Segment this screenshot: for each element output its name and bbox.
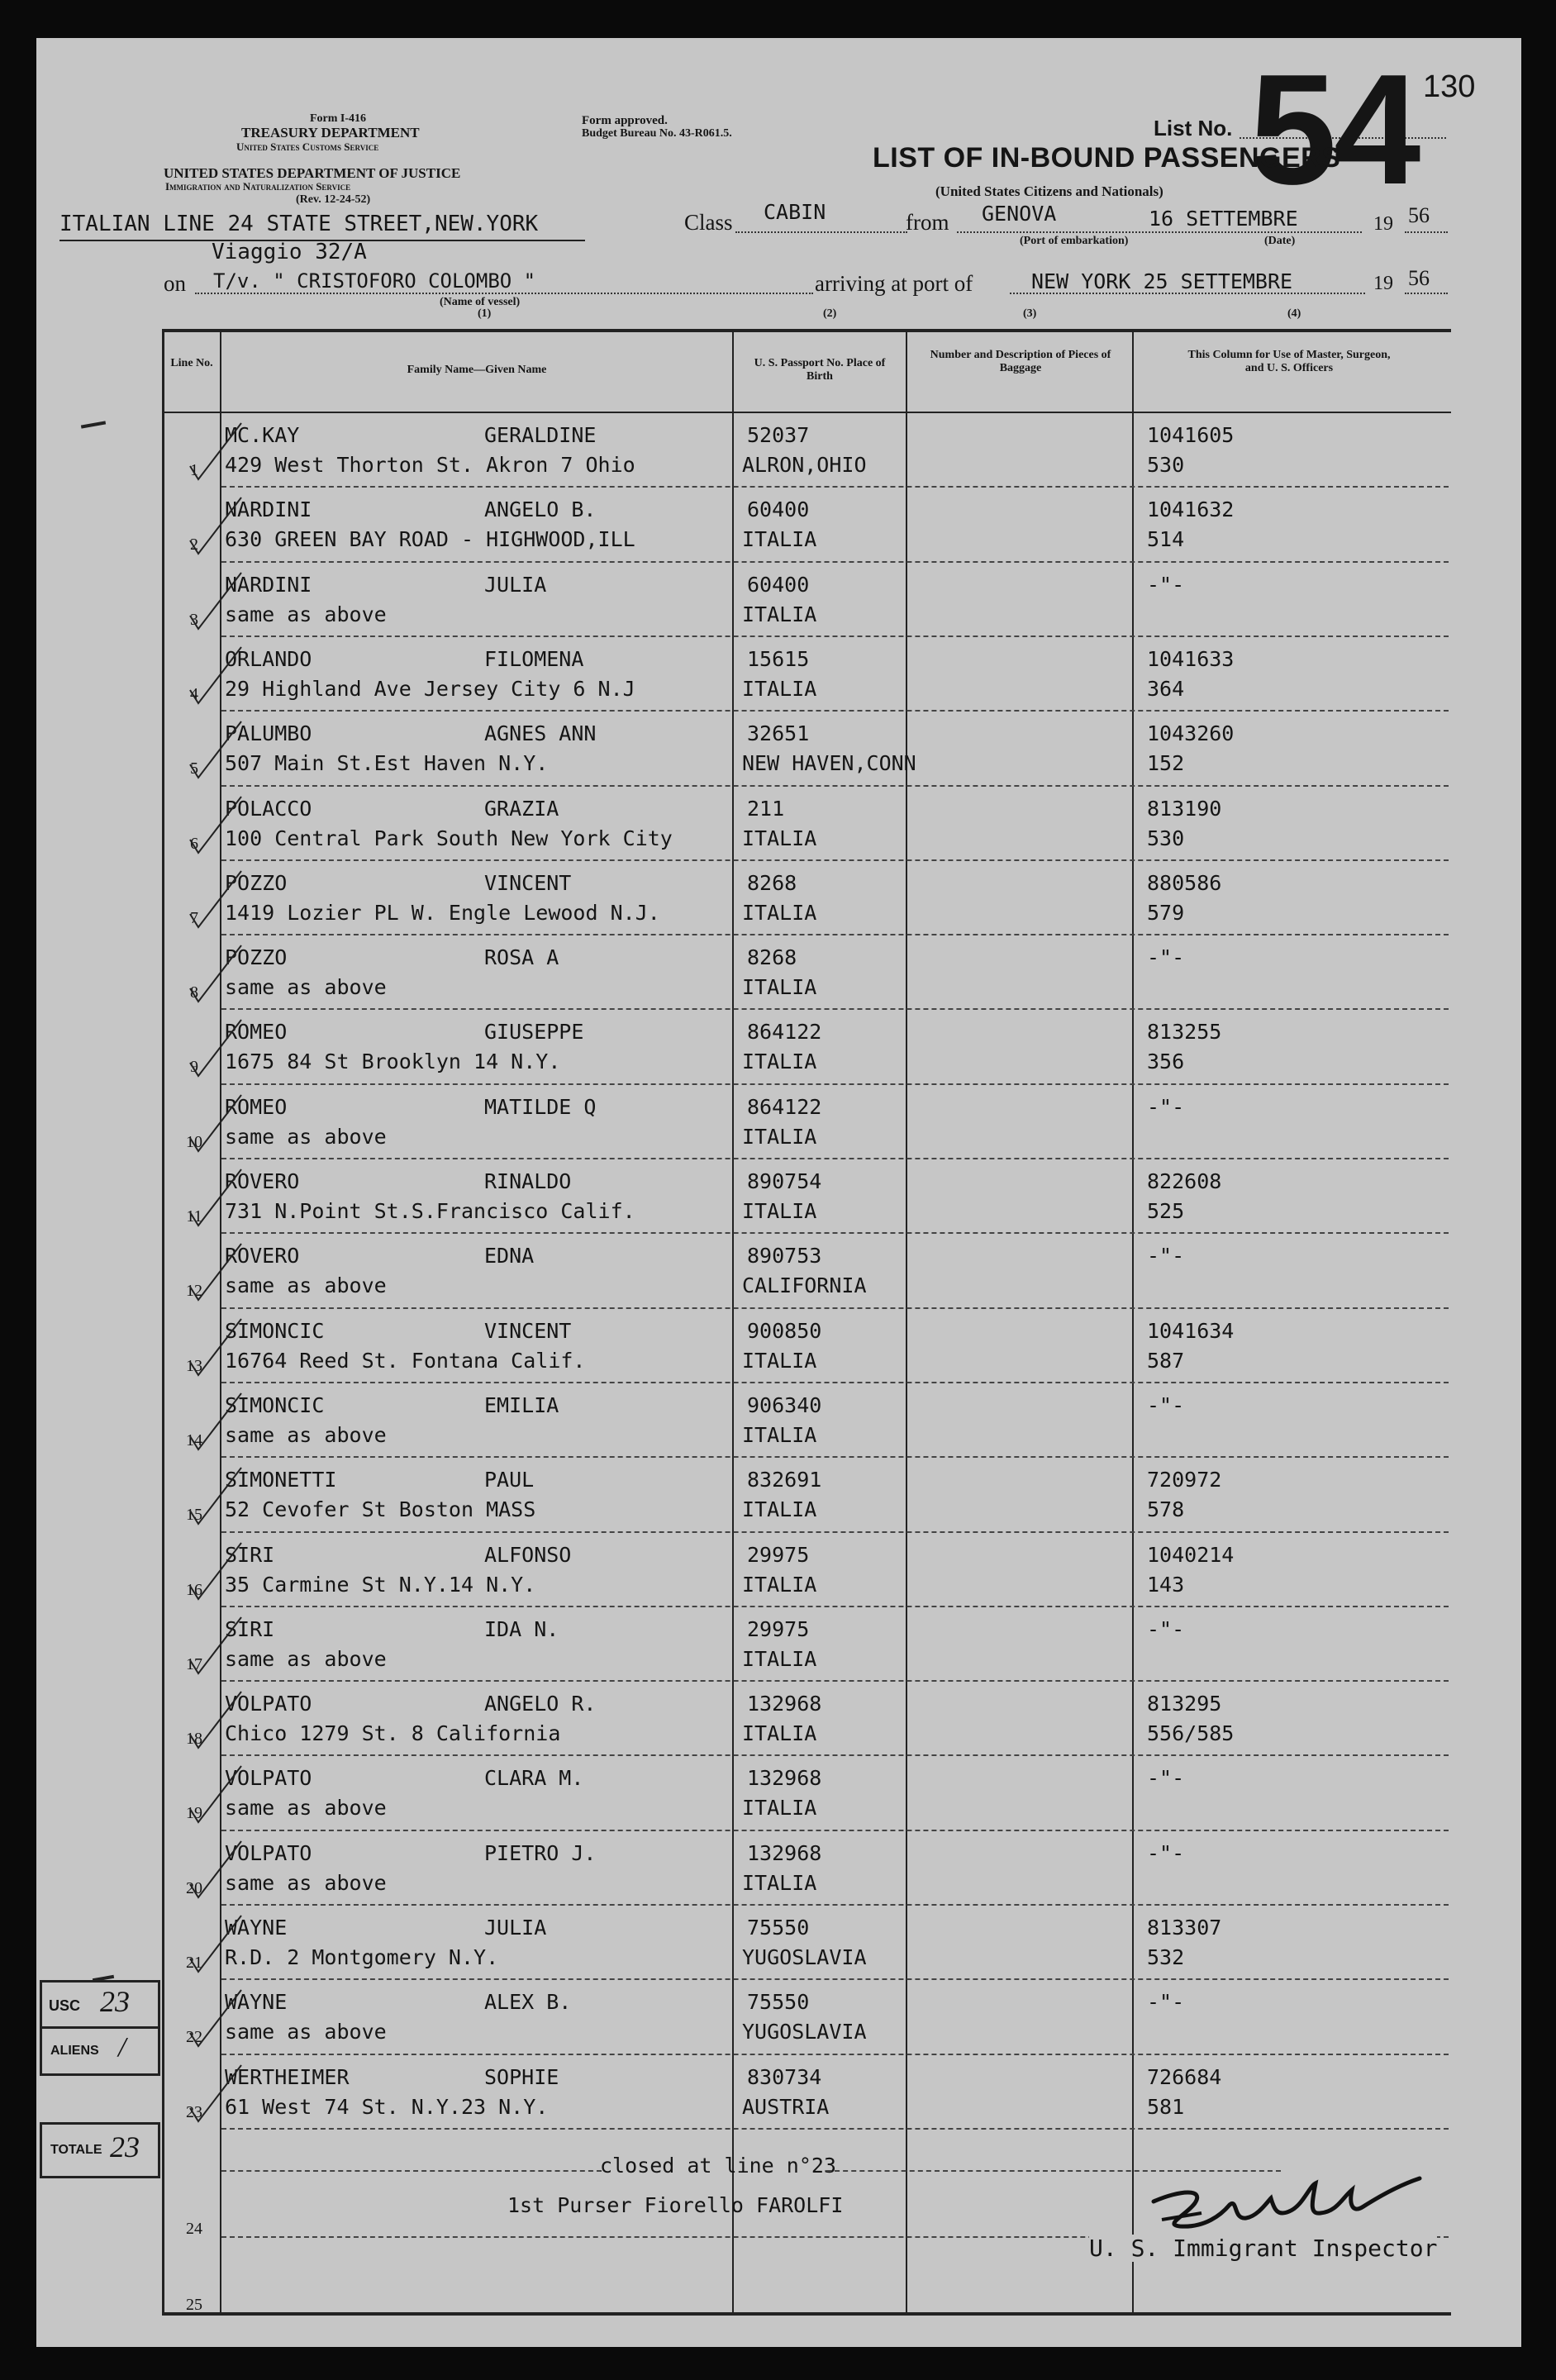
row-separator <box>221 1008 1449 1010</box>
line-number: 21 <box>186 1954 202 1972</box>
passport-number: 52037 <box>747 423 810 447</box>
row-separator <box>221 561 1449 563</box>
line-number: 17 <box>186 1654 202 1673</box>
passenger-given-name: EDNA <box>484 1244 535 1269</box>
passenger-given-name: FILOMENA <box>484 646 584 671</box>
check-mark-icon <box>187 569 245 635</box>
officer-number: 1041634 <box>1147 1318 1235 1343</box>
line-number-25: 25 <box>186 2296 202 2314</box>
class-label: Class <box>684 210 733 235</box>
row-separator <box>221 2054 1449 2055</box>
line-number-24: 24 <box>186 2220 202 2238</box>
row-separator <box>221 1904 1449 1906</box>
from-port: GENOVA <box>982 202 1057 226</box>
officer-number: 1043260 <box>1147 721 1235 746</box>
officer-code: 581 <box>1147 2094 1185 2119</box>
passenger-family-name: POZZO <box>225 870 288 895</box>
place-of-birth: NEW HAVEN,CONN <box>742 751 916 776</box>
col-num-3: (3) <box>1023 307 1037 320</box>
passenger-address: same as above <box>225 1273 387 1298</box>
place-of-birth: ITALIA <box>742 900 817 925</box>
budget-bureau: Budget Bureau No. 43-R061.5. <box>582 127 732 140</box>
passenger-address: 1419 Lozier PL W. Engle Lewood N.J. <box>225 900 660 925</box>
officer-number: -"- <box>1147 1840 1185 1865</box>
vessel-name: T/v. " CRISTOFORO COLOMBO " <box>213 269 536 293</box>
passenger-address: 429 West Thorton St. Akron 7 Ohio <box>225 453 635 477</box>
passenger-given-name: ANGELO R. <box>484 1692 597 1716</box>
officer-code: 587 <box>1147 1348 1185 1373</box>
passenger-family-name: SIMONETTI <box>225 1468 337 1492</box>
passenger-given-name: ANGELO B. <box>484 497 597 522</box>
passenger-family-name: POZZO <box>225 945 288 970</box>
place-of-birth: ITALIA <box>742 1870 817 1895</box>
row-separator <box>221 1307 1449 1309</box>
line-number: 4 <box>190 684 198 703</box>
check-mark-icon <box>187 793 245 859</box>
ins-service: Immigration and Naturalization Service <box>165 180 351 193</box>
row-separator <box>221 1978 1449 1980</box>
col-header-baggage: Number and Description of Pieces of Baggage <box>930 349 1111 374</box>
passenger-address: 100 Central Park South New York City <box>225 826 673 850</box>
passenger-address: 61 West 74 St. N.Y.23 N.Y. <box>225 2094 549 2119</box>
passenger-address: Chico 1279 St. 8 California <box>225 1721 561 1746</box>
officer-number: 813307 <box>1147 1916 1222 1940</box>
table-left-border <box>162 329 164 2316</box>
inspector-label: U. S. Immigrant Inspector <box>1089 2235 1438 2262</box>
place-of-birth: YUGOSLAVIA <box>742 2020 867 2044</box>
place-of-birth: YUGOSLAVIA <box>742 1945 867 1969</box>
passport-number: 890753 <box>747 1244 822 1269</box>
check-mark-icon <box>187 718 245 784</box>
date-label: (Date) <box>1264 235 1296 247</box>
aliens-value: / <box>118 2032 126 2063</box>
line-number: 14 <box>186 1430 202 1449</box>
place-of-birth: ITALIA <box>742 1721 817 1746</box>
passenger-family-name: NARDINI <box>225 497 312 522</box>
passport-number: 75550 <box>747 1990 810 2015</box>
place-of-birth: ITALIA <box>742 1796 817 1821</box>
arriving-label: arriving at port of <box>815 271 973 296</box>
place-of-birth: CALIFORNIA <box>742 1273 867 1298</box>
passenger-family-name: VOLPATO <box>225 1766 312 1791</box>
row-separator <box>221 1830 1449 1831</box>
passport-number: 906340 <box>747 1392 822 1417</box>
check-mark-icon <box>187 1016 245 1083</box>
line-number: 7 <box>190 908 198 927</box>
page-subtitle: (United States Citizens and Nationals) <box>935 183 1163 199</box>
place-of-birth: ITALIA <box>742 676 817 701</box>
place-of-birth: ITALIA <box>742 1422 817 1447</box>
officer-number: -"- <box>1147 945 1185 970</box>
passenger-given-name: GRAZIA <box>484 796 559 821</box>
row-separator <box>221 1083 1449 1085</box>
line-number: 19 <box>186 1804 202 1823</box>
check-mark-icon <box>187 1912 245 1978</box>
check-mark-icon <box>187 1464 245 1530</box>
passenger-given-name: AGNES ANN <box>484 721 597 746</box>
check-mark-icon <box>187 1166 245 1232</box>
officer-number: 813295 <box>1147 1692 1222 1716</box>
passenger-address: same as above <box>225 975 387 1000</box>
row-separator <box>221 1531 1449 1533</box>
line-number: 5 <box>190 759 198 778</box>
officer-number: 1041633 <box>1147 646 1235 671</box>
passport-number: 60400 <box>747 497 810 522</box>
passenger-given-name: VINCENT <box>484 1318 572 1343</box>
officer-number: 726684 <box>1147 2064 1222 2089</box>
closed-at-line: closed at line n°23 <box>600 2154 836 2178</box>
officer-code: 514 <box>1147 527 1185 552</box>
place-of-birth: ITALIA <box>742 975 817 1000</box>
passenger-given-name: CLARA M. <box>484 1766 584 1791</box>
check-mark-icon <box>187 868 245 934</box>
year-prefix-1: 19 <box>1373 213 1393 235</box>
officer-number: -"- <box>1147 1990 1185 2015</box>
check-mark-icon <box>187 1540 245 1606</box>
aliens-tally-box <box>40 2026 160 2076</box>
passenger-address: 52 Cevofer St Boston MASS <box>225 1497 536 1522</box>
year-2: 56 <box>1408 266 1430 290</box>
officer-number: 720972 <box>1147 1468 1222 1492</box>
line-number: 22 <box>186 2028 202 2047</box>
passenger-given-name: EMILIA <box>484 1392 559 1417</box>
check-mark-icon <box>187 1688 245 1754</box>
port-embark-label: (Port of embarkation) <box>1020 235 1129 247</box>
passport-number: 29975 <box>747 1542 810 1567</box>
passport-number: 830734 <box>747 2064 822 2089</box>
passenger-family-name: ROVERO <box>225 1169 300 1193</box>
justice-dept: UNITED STATES DEPARTMENT OF JUSTICE <box>164 165 461 181</box>
passport-number: 60400 <box>747 572 810 597</box>
check-mark-icon <box>187 1240 245 1307</box>
table-top-border <box>162 329 1451 332</box>
page-number: 130 <box>1423 69 1476 104</box>
officer-code: 525 <box>1147 1199 1185 1223</box>
officer-number: 813190 <box>1147 796 1222 821</box>
passenger-given-name: PIETRO J. <box>484 1840 597 1865</box>
col-num-2: (2) <box>823 307 837 320</box>
place-of-birth: ITALIA <box>742 1124 817 1149</box>
total-label: TOTALE <box>50 2143 102 2157</box>
year-prefix-2: 19 <box>1373 273 1393 294</box>
check-mark-icon <box>187 1390 245 1456</box>
passenger-given-name: ROSA A <box>484 945 559 970</box>
line-number: 20 <box>186 1878 202 1897</box>
passenger-family-name: WERTHEIMER <box>225 2064 350 2089</box>
passenger-given-name: JULIA <box>484 572 547 597</box>
officer-number: 822608 <box>1147 1169 1222 1193</box>
line-number: 23 <box>186 2102 202 2121</box>
passenger-family-name: SIMONCIC <box>225 1392 325 1417</box>
place-of-birth: ITALIA <box>742 602 817 626</box>
list-no-label: List No. <box>1154 116 1233 140</box>
passenger-address: 35 Carmine St N.Y.14 N.Y. <box>225 1572 536 1597</box>
row-separator <box>221 1232 1449 1234</box>
line-number: 8 <box>190 983 198 1002</box>
voyage: Viaggio 32/A <box>212 240 367 264</box>
passenger-family-name: PALUMBO <box>225 721 312 746</box>
passenger-address: 507 Main St.Est Haven N.Y. <box>225 751 549 776</box>
officer-number: 880586 <box>1147 870 1222 895</box>
table-bottom-border <box>162 2312 1451 2316</box>
passenger-address: 16764 Reed St. Fontana Calif. <box>225 1348 586 1373</box>
year-1: 56 <box>1408 203 1430 227</box>
line-number: 2 <box>190 536 198 555</box>
form-rev: (Rev. 12-24-52) <box>296 193 371 206</box>
passenger-family-name: SIRI <box>225 1616 275 1641</box>
on-label: on <box>164 271 186 296</box>
officer-number: 813255 <box>1147 1020 1222 1045</box>
passport-number: 15615 <box>747 646 810 671</box>
row-separator <box>221 486 1449 488</box>
passenger-address: R.D. 2 Montgomery N.Y. <box>225 1945 499 1969</box>
row-separator <box>221 1754 1449 1756</box>
passenger-family-name: VOLPATO <box>225 1692 312 1716</box>
passenger-given-name: MATILDE Q <box>484 1094 597 1119</box>
aliens-label: ALIENS <box>50 2044 99 2058</box>
usc-tally-box <box>40 1980 160 2031</box>
officer-code: 143 <box>1147 1572 1185 1597</box>
line-agent: ITALIAN LINE 24 STATE STREET,NEW.YORK <box>59 212 539 236</box>
passenger-family-name: MC.KAY <box>225 423 300 447</box>
check-mark-icon <box>187 494 245 560</box>
passenger-given-name: IDA N. <box>484 1616 559 1641</box>
check-mark-icon <box>187 942 245 1008</box>
passenger-address: same as above <box>225 1870 387 1895</box>
passenger-family-name: SIRI <box>225 1542 275 1567</box>
passenger-given-name: ALEX B. <box>484 1990 572 2015</box>
col-sep-4 <box>1132 329 1134 2316</box>
officer-number: -"- <box>1147 1244 1185 1269</box>
officer-number: -"- <box>1147 1094 1185 1119</box>
class-value: CABIN <box>764 200 826 224</box>
passport-number: 8268 <box>747 870 797 895</box>
passenger-given-name: GIUSEPPE <box>484 1020 584 1045</box>
passenger-address: 731 N.Point St.S.Francisco Calif. <box>225 1199 635 1223</box>
row-separator <box>221 934 1449 935</box>
line-number: 10 <box>186 1132 202 1151</box>
passenger-address: same as above <box>225 2020 387 2044</box>
officer-code: 578 <box>1147 1497 1185 1522</box>
row-separator <box>221 785 1449 787</box>
passenger-given-name: ALFONSO <box>484 1542 572 1567</box>
line-number: 9 <box>190 1058 198 1077</box>
line-number: 1 <box>190 461 198 479</box>
usc-label: USC <box>49 1997 81 2014</box>
passenger-address: same as above <box>225 1796 387 1821</box>
officer-code: 530 <box>1147 826 1185 850</box>
passport-number: 75550 <box>747 1916 810 1940</box>
passenger-given-name: VINCENT <box>484 870 572 895</box>
row-separator <box>221 710 1449 712</box>
line-number: 15 <box>186 1506 202 1525</box>
officer-code: 356 <box>1147 1050 1185 1074</box>
inspector-signature-icon <box>1147 2165 1436 2248</box>
passenger-family-name: SIMONCIC <box>225 1318 325 1343</box>
form-approved: Form approved. <box>582 114 668 127</box>
officer-number: 1040214 <box>1147 1542 1235 1567</box>
check-mark-icon <box>187 644 245 710</box>
officer-code: 556/585 <box>1147 1721 1235 1746</box>
from-label: from <box>906 210 949 235</box>
line-number: 11 <box>186 1207 202 1226</box>
row-separator <box>221 1456 1449 1458</box>
officer-number: 1041605 <box>1147 423 1235 447</box>
passenger-address: 630 GREEN BAY ROAD - HIGHWOOD,ILL <box>225 527 635 552</box>
col-num-4: (4) <box>1287 307 1301 320</box>
col-sep-3 <box>906 329 907 2316</box>
vessel-label: (Name of vessel) <box>440 296 521 308</box>
col-num-1: (1) <box>478 307 492 320</box>
place-of-birth: ITALIA <box>742 826 817 850</box>
passenger-address: 29 Highland Ave Jersey City 6 N.J <box>225 676 635 701</box>
officer-code: 530 <box>1147 453 1185 477</box>
place-of-birth: ALRON,OHIO <box>742 453 867 477</box>
officer-code: 152 <box>1147 751 1185 776</box>
passenger-given-name: JULIA <box>484 1916 547 1940</box>
passenger-family-name: ROMEO <box>225 1020 288 1045</box>
col-header-passport: U. S. Passport No. Place of Birth <box>754 357 886 383</box>
passenger-family-name: ROMEO <box>225 1094 288 1119</box>
officer-code: 579 <box>1147 900 1185 925</box>
officer-number: -"- <box>1147 1766 1185 1791</box>
passenger-given-name: RINALDO <box>484 1169 572 1193</box>
passport-number: 211 <box>747 796 785 821</box>
passenger-family-name: VOLPATO <box>225 1840 312 1865</box>
row-separator <box>221 2128 1449 2130</box>
check-mark-icon <box>187 2062 245 2128</box>
line-number: 6 <box>190 834 198 853</box>
passport-number: 864122 <box>747 1094 822 1119</box>
line-number: 16 <box>186 1580 202 1599</box>
place-of-birth: ITALIA <box>742 1199 817 1223</box>
col-sep-2 <box>732 329 734 2316</box>
check-mark-icon <box>187 420 245 486</box>
officer-number: -"- <box>1147 1616 1185 1641</box>
row-separator <box>221 635 1449 637</box>
officer-code: 532 <box>1147 1945 1185 1969</box>
passenger-address: same as above <box>225 1124 387 1149</box>
place-of-birth: AUSTRIA <box>742 2094 830 2119</box>
passenger-family-name: POLACCO <box>225 796 312 821</box>
list-number: 54 <box>1249 42 1418 217</box>
row-separator <box>221 1680 1449 1682</box>
col-header-line-no: Line No. <box>170 357 213 369</box>
passenger-address: 1675 84 St Brooklyn 14 N.Y. <box>225 1050 561 1074</box>
form-id: Form I-416 <box>310 112 367 125</box>
passenger-given-name: PAUL <box>484 1468 535 1492</box>
place-of-birth: ITALIA <box>742 1050 817 1074</box>
passenger-address: same as above <box>225 1646 387 1671</box>
row-separator <box>221 1606 1449 1607</box>
passport-number: 864122 <box>747 1020 822 1045</box>
passport-number: 900850 <box>747 1318 822 1343</box>
from-date: 16 SETTEMBRE <box>1149 207 1298 231</box>
place-of-birth: ITALIA <box>742 1348 817 1373</box>
check-mark-icon <box>187 1316 245 1382</box>
table-header-border <box>162 412 1451 413</box>
check-mark-icon <box>187 1763 245 1829</box>
check-mark-icon <box>187 1092 245 1158</box>
purser-name: 1st Purser Fiorello FAROLFI <box>507 2193 844 2217</box>
place-of-birth: ITALIA <box>742 527 817 552</box>
col-header-name: Family Name—Given Name <box>407 364 547 376</box>
passenger-address: same as above <box>225 1422 387 1447</box>
total-tally-box <box>40 2122 160 2178</box>
officer-number: -"- <box>1147 1392 1185 1417</box>
row-separator <box>221 1382 1449 1383</box>
passport-number: 132968 <box>747 1766 822 1791</box>
check-mark-icon <box>187 1614 245 1680</box>
customs-service: United States Customs Service <box>236 140 379 153</box>
passport-number: 132968 <box>747 1840 822 1865</box>
treasury-dept: TREASURY DEPARTMENT <box>241 125 420 140</box>
passenger-given-name: GERALDINE <box>484 423 597 447</box>
line-number: 12 <box>186 1282 202 1301</box>
passenger-family-name: NARDINI <box>225 572 312 597</box>
officer-number: -"- <box>1147 572 1185 597</box>
place-of-birth: ITALIA <box>742 1646 817 1671</box>
place-of-birth: ITALIA <box>742 1572 817 1597</box>
passport-number: 832691 <box>747 1468 822 1492</box>
passenger-family-name: ORLANDO <box>225 646 312 671</box>
usc-value: 23 <box>100 1985 130 2018</box>
passport-number: 890754 <box>747 1169 822 1193</box>
col-header-officers: This Column for Use of Master, Surgeon, and U. S. Officers <box>1187 349 1391 374</box>
passport-number: 29975 <box>747 1616 810 1641</box>
check-mark-icon <box>187 1987 245 2053</box>
passenger-given-name: SOPHIE <box>484 2064 559 2089</box>
officer-code: 364 <box>1147 676 1185 701</box>
passport-number: 132968 <box>747 1692 822 1716</box>
arrival-port-date: NEW YORK 25 SETTEMBRE <box>1031 269 1293 293</box>
line-number: 18 <box>186 1730 202 1749</box>
row-separator <box>221 859 1449 861</box>
passenger-family-name: WAYNE <box>225 1990 288 2015</box>
place-of-birth: ITALIA <box>742 1497 817 1522</box>
passport-number: 8268 <box>747 945 797 970</box>
line-number: 13 <box>186 1356 202 1375</box>
passport-number: 32651 <box>747 721 810 746</box>
total-value: 23 <box>110 2130 140 2163</box>
passenger-address: same as above <box>225 602 387 626</box>
check-mark-icon <box>187 1838 245 1904</box>
passenger-family-name: ROVERO <box>225 1244 300 1269</box>
officer-number: 1041632 <box>1147 497 1235 522</box>
page-title: LIST OF IN-BOUND PASSENGERS <box>873 142 1341 174</box>
row-separator <box>221 1158 1449 1159</box>
passenger-family-name: WAYNE <box>225 1916 288 1940</box>
line-number: 3 <box>190 610 198 629</box>
